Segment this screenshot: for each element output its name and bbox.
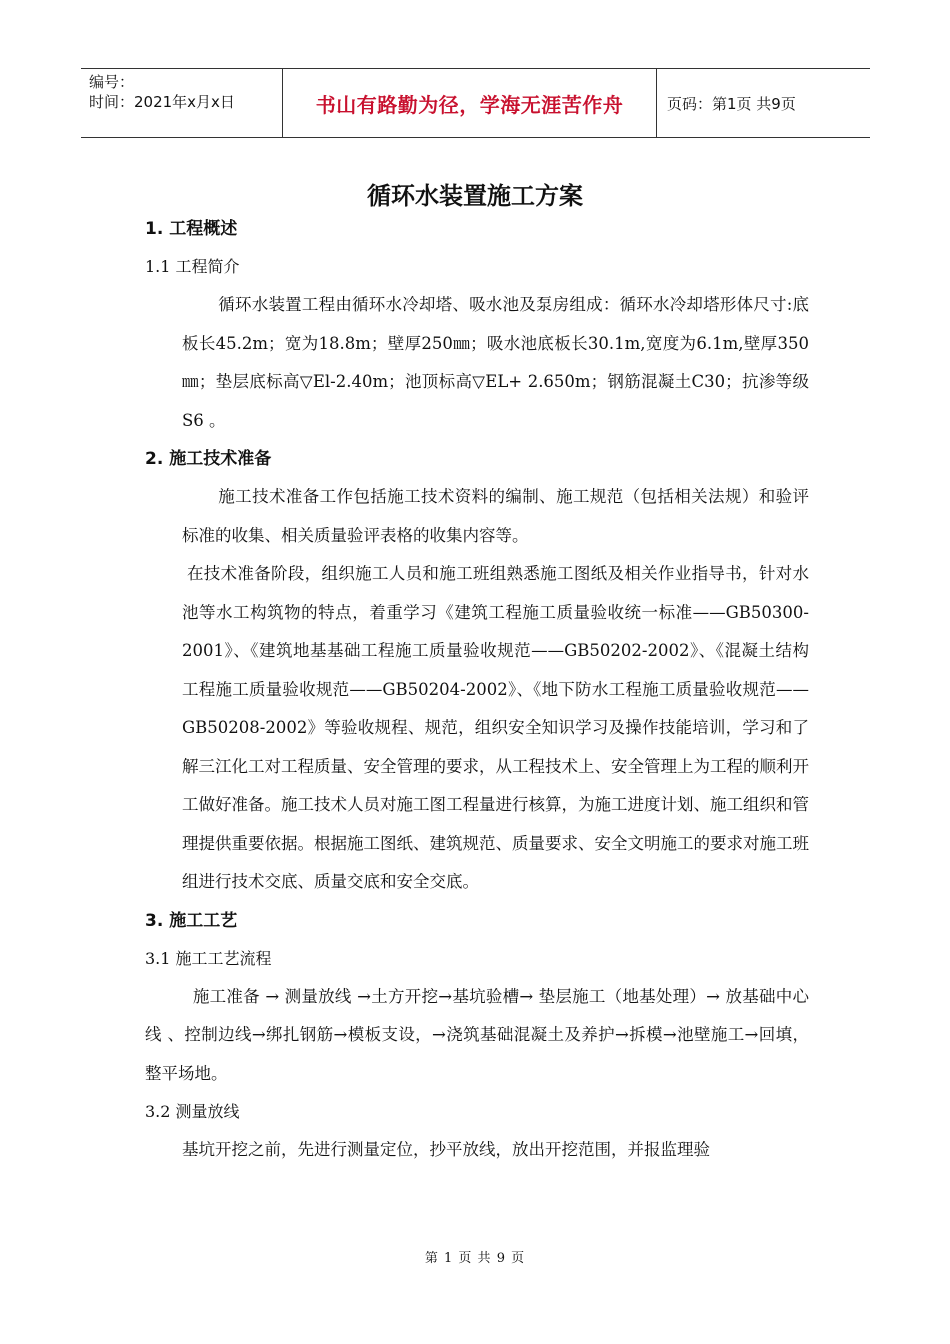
section-1-heading: 1. 工程概述: [145, 219, 238, 239]
section-2-heading: 2. 施工技术准备: [145, 449, 272, 469]
page-info: 页码：第1页 共9页: [667, 94, 796, 113]
page-footer: 第 1 页 共 9 页: [424, 1251, 526, 1266]
paragraph-4: 施工准备 → 测量放线 →土方开挖→基坑验槽→ 垫层施工（地基处理）→ 放基础中心线 、控制边线→绑扎钢筋→模板支设，→浇筑基础混凝土及养护→拆模→池壁施工→回填，整平场地。: [145, 986, 809, 1083]
section-1-1-heading: 1.1 工程简介: [145, 257, 240, 276]
header-meta: [81, 69, 282, 137]
paragraph-2: 施工技术准备工作包括施工技术资料的编制、施工规范（包括相关法规）和验评标准的收集、相关质量验评表格的收集内容等。: [182, 487, 809, 545]
number-label: 编号：: [89, 73, 135, 91]
section-3-2-heading: 3.2 测量放线: [145, 1102, 240, 1121]
header-page-info: [657, 69, 870, 137]
document-body: [145, 210, 809, 1170]
time-label: 时间：2021年x月x日: [89, 93, 235, 111]
section-3-1-heading: 3.1 施工工艺流程: [145, 948, 272, 968]
paragraph-5: 基坑开挖之前，先进行测量定位，抄平放线，放出开挖范围，并报监理验: [182, 1140, 710, 1159]
paragraph-1: 循环水装置工程由循环水冷却塔、吸水池及泵房组成：循环水冷却塔形体尺寸:底板长45.2m；宽为18.8m；壁厚250㎜；吸水池底板长30.1m,宽度为6.1m,壁厚350㎜；垫层底标高▽El-2.40m；池顶标高▽EL+ 2.650m；钢筋混凝土C30；抗渗等级S6 。: [182, 295, 809, 430]
document-title: 循环水装置施工方案: [367, 182, 583, 210]
header-table: [81, 68, 870, 138]
motto: 书山有路勤为径，学海无涯苦作舟: [315, 92, 624, 117]
paragraph-3: 在技术准备阶段，组织施工人员和施工班组熟悉施工图纸及相关作业指导书，针对水池等水工构筑物的特点，着重学习《建筑工程施工质量验收统一标准——GB50300-2001》、《建筑地基基础工程施工质量验收规范——GB50202-2002》、《混凝土结构工程施工质量验收规范——GB50204-2002》、《地下防水工程施工质量验收规范——GB50208-2002》等验收规程、规范，组织安全知识学习及操作技能培训，学习和了解三江化工对工程质量、安全管理的要求，从工程技术上、安全管理上为工程的顺利开工做好准备。施工技术人员对施工图工程量进行核算，为施工进度计划、施工组织和管理提供重要依据。根据施工图纸、建筑规范、质量要求、安全文明施工的要求对施工班组进行技术交底、质量交底和安全交底。: [182, 564, 809, 891]
section-3-heading: 3. 施工工艺: [145, 910, 238, 931]
header-motto-cell: [282, 69, 657, 137]
